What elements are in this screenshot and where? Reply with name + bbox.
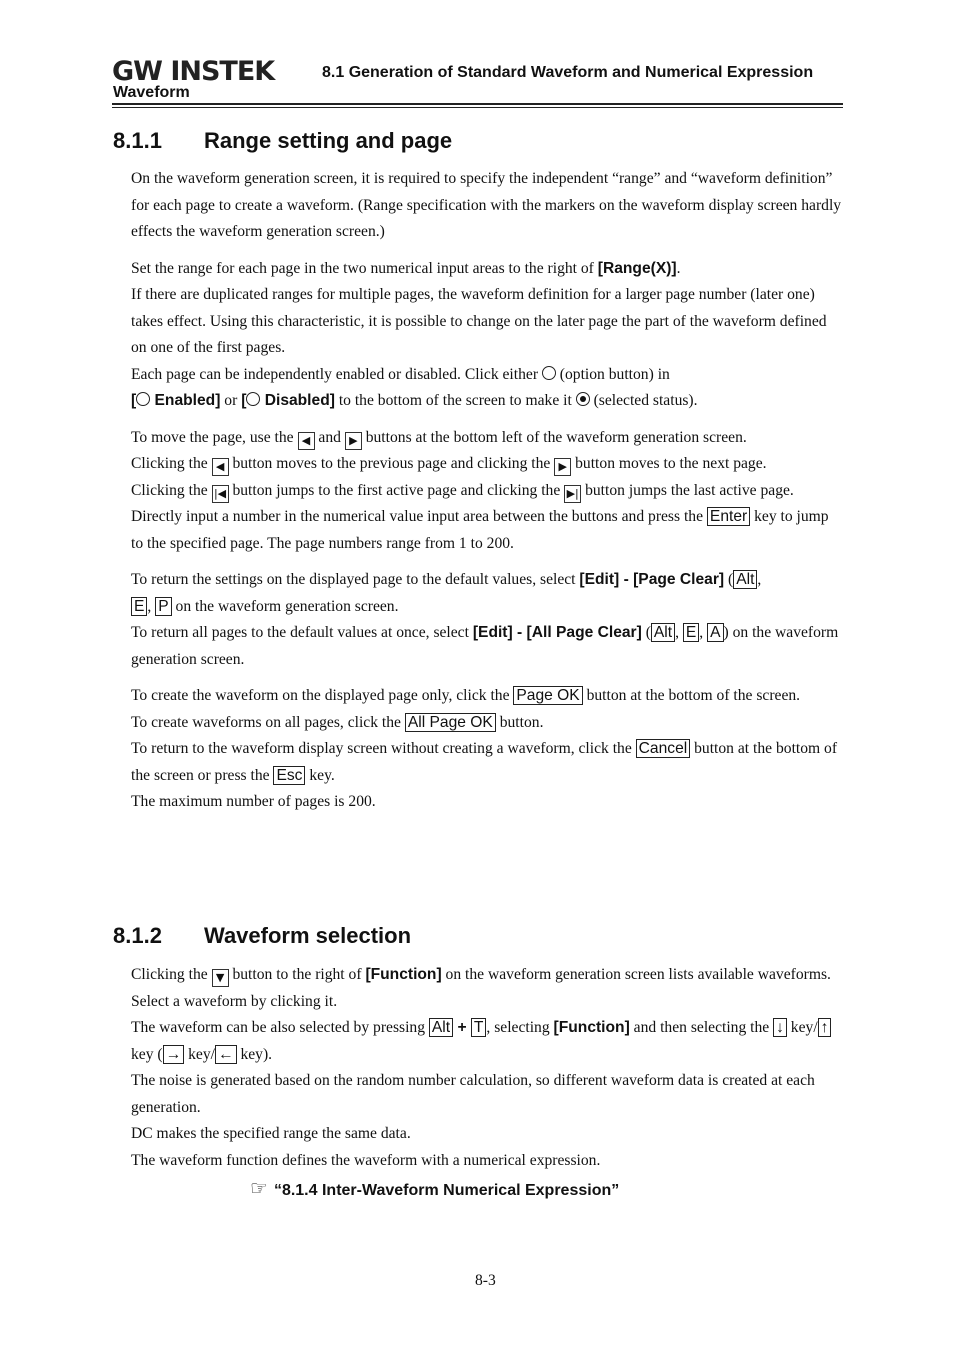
section-body-8-1-2 (131, 962, 843, 1174)
last-page-icon: ▶| (564, 485, 581, 503)
paragraph: Clicking the ◀ button moves to the previous page and clicking the ▶ button moves to the next page. (131, 451, 843, 478)
down-arrow-key: ↓ (773, 1018, 787, 1037)
paragraph: To create the waveform on the displayed page only, click the Page OK button at the bottom of the screen. (131, 687, 801, 704)
section-title: Waveform selection (204, 923, 412, 948)
e-key: E (683, 623, 699, 642)
alt-key: Alt (651, 623, 675, 642)
paragraph: To return the settings on the displayed page to the default values, select [Edit] - [Page Clear] ( Alt , E , P on the waveform generation screen. (131, 571, 762, 615)
p-key: P (155, 597, 171, 616)
prev-page-icon: ◀ (212, 458, 229, 476)
paragraph: Clicking the ▼ button to the right of [Function] on the waveform generation screen lists available waveforms. Select a waveform by clicking it. (131, 966, 831, 1010)
next-page-icon: ▶ (345, 432, 362, 450)
page-ok-button: Page OK (513, 686, 582, 705)
cross-reference[interactable] (250, 1176, 619, 1200)
paragraph: The waveform function defines the waveform with a numerical expression. (131, 1151, 601, 1169)
paragraph: To return to the waveform display screen without creating a waveform, click the Cancel button at the bottom of the screen or press the Esc key. (131, 740, 838, 784)
t-key: T (471, 1018, 487, 1037)
paragraph: On the waveform generation screen, it is required to specify the independent “range” and “waveform definition” for each page to create a waveform. (Range specification with the markers on the waveform display screen hardly effects the waveform generation screen.) (131, 170, 842, 240)
e-key: E (131, 597, 147, 616)
section-heading-8-1-2 (113, 923, 411, 949)
section-title: Range setting and page (204, 128, 453, 153)
right-arrow-key: → (163, 1045, 185, 1064)
alt-key: Alt (733, 570, 757, 589)
up-arrow-key: ↑ (818, 1018, 832, 1037)
first-page-icon: |◀ (212, 485, 229, 503)
paragraph: To move the page, use the ◀ and ▶ buttons at the bottom left of the waveform generation screen. (131, 425, 843, 452)
cross-reference-text: “8.1.4 Inter-Waveform Numerical Expression” (273, 1182, 620, 1199)
gw-instek-logo: GW INSTEK (112, 56, 275, 87)
paragraph: The noise is generated based on the random number calculation, so different waveform data is created at each generation. (131, 1072, 815, 1116)
left-arrow-key: ← (215, 1045, 237, 1064)
paragraph: DC makes the specified range the same data. (131, 1125, 411, 1142)
enter-key: Enter (707, 507, 750, 526)
next-page-icon: ▶ (554, 458, 571, 476)
paragraph: The waveform can be also selected by pressing Alt + T , selecting [Function] and then selecting the ↓ key/ ↑ key ( → key/ ← key). (131, 1015, 843, 1068)
pointing-hand-icon: ☞ (250, 1176, 268, 1200)
chapter-header: Waveform (113, 84, 190, 101)
option-button-icon (136, 392, 150, 406)
section-heading-8-1-1 (113, 128, 452, 154)
section-number: 8.1.1 (113, 128, 162, 153)
all-page-ok-button: All Page OK (405, 713, 496, 732)
header-rule-thin (112, 107, 843, 108)
alt-key: Alt (429, 1018, 453, 1037)
paragraph: The maximum number of pages is 200. (131, 793, 376, 810)
paragraph: Directly input a number in the numerical value input area between the buttons and press the Enter key to jump to the specified page. The page numbers range from 1 to 200. (131, 508, 829, 552)
section-body-8-1-1 (131, 166, 843, 816)
paragraph: Each page can be independently enabled or disabled. Click either (option button) in [ Enabled] or [ Disabled] to the bottom of the screen to make it (selected status). (131, 365, 698, 409)
paragraph: To create waveforms on all pages, click the All Page OK button. (131, 713, 544, 731)
selected-option-icon (576, 392, 590, 406)
prev-page-icon: ◀ (298, 432, 315, 450)
paragraph: To return all pages to the default values at once, select [Edit] - [All Page Clear] ( Alt , E , A ) on the waveform generation screen. (131, 624, 839, 668)
option-button-icon (246, 392, 260, 406)
paragraph: If there are duplicated ranges for multiple pages, the waveform definition for a larger page number (later one) takes effect. Using this characteristic, it is possible to change on the later page the part of the waveform defined on one of the first pages. (131, 286, 827, 356)
section-header: 8.1 Generation of Standard Waveform and Numerical Expression (322, 64, 814, 81)
esc-key: Esc (273, 766, 305, 785)
a-key: A (707, 623, 723, 642)
option-button-icon (542, 366, 556, 380)
paragraph: Clicking the |◀ button jumps to the first active page and clicking the ▶| button jumps the last active page. (131, 478, 843, 505)
cancel-button: Cancel (636, 739, 691, 758)
header-rule (112, 103, 843, 105)
dropdown-icon: ▼ (212, 969, 229, 987)
section-number: 8.1.2 (113, 923, 162, 948)
page-number: 8-3 (475, 1272, 496, 1289)
paragraph: Set the range for each page in the two numerical input areas to the right of [Range(X)]. (131, 259, 681, 277)
